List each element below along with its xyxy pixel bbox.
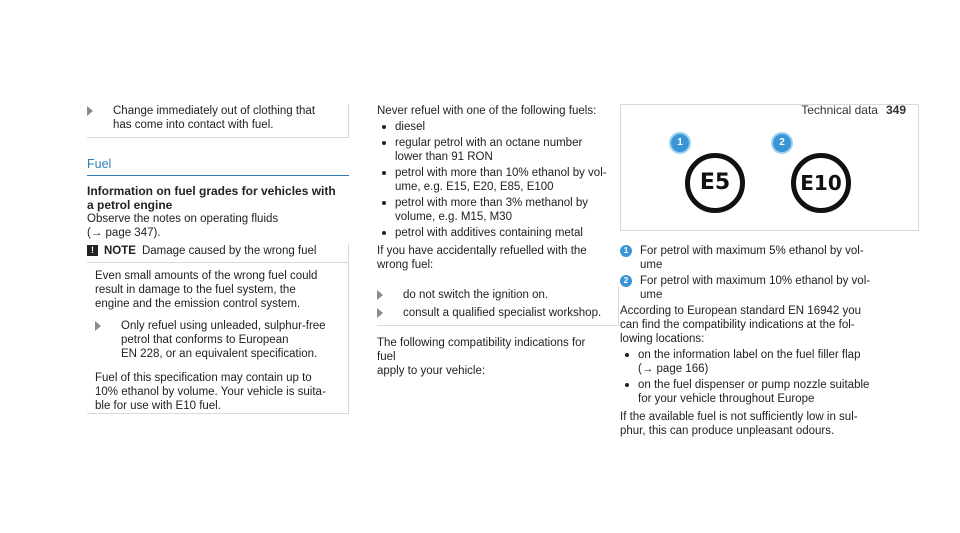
marker-2: 2	[771, 132, 793, 154]
standard-line-2: can find the compatibility indications at the fol-	[620, 319, 855, 331]
list-item: petrol with more than 10% ethanol by vol- ume, e.g. E15, E20, E85, E100	[377, 166, 607, 194]
number-1-icon: 1	[620, 245, 632, 257]
note-instruction-3: EN 228, or an equivalent specification.	[121, 348, 318, 360]
note-footer-2: 10% ethanol by volume. Your vehicle is suita-	[95, 386, 326, 398]
note-instruction-2: petrol that conforms to European	[121, 334, 289, 346]
steps-box-2	[377, 304, 619, 326]
closing-line-1: If the available fuel is not sufficiently low in sul-	[620, 411, 858, 423]
list-item: regular petrol with an octane number lower than 91 RON	[377, 136, 607, 164]
fuel-section	[87, 157, 349, 240]
page-number: 349	[885, 103, 906, 117]
legend-item: 2 For petrol with maximum 10% ethanol by vol- ume	[620, 274, 930, 302]
list-item: petrol with more than 3% methanol by volume, e.g. M15, M30	[377, 196, 607, 224]
section-title: Fuel	[87, 157, 112, 171]
list-item: on the fuel dispenser or pump nozzle suitable for your vehicle throughout Europe	[620, 378, 930, 406]
note-footer-1: Fuel of this specification may contain up to	[95, 372, 312, 384]
clothing-instruction-box	[87, 104, 349, 138]
standard-line-1: According to European standard EN 16942 you	[620, 305, 862, 317]
arrow-icon	[87, 106, 93, 116]
e5-label: E5	[685, 153, 745, 213]
compatibility-intro	[377, 336, 607, 378]
note-box	[87, 244, 349, 414]
arrow-icon	[377, 308, 383, 318]
intro-line-2[interactable]: (→ page 347).	[87, 227, 161, 239]
note-body-2: result in damage to the fuel system, the	[95, 284, 296, 296]
note-title: Damage caused by the wrong fuel	[141, 245, 317, 257]
arrow-icon	[377, 290, 383, 300]
clothing-line-1: Change immediately out of clothing that	[113, 105, 316, 117]
standard-line-3: lowing locations:	[620, 333, 705, 345]
list-item: petrol with additives containing metal	[377, 226, 607, 240]
accident-line-1: If you have accidentally refuelled with the	[377, 245, 587, 257]
compatibility-legend	[620, 244, 930, 438]
location-list	[620, 348, 930, 406]
title-rule	[87, 175, 349, 176]
avoid-intro: Never refuel with one of the following fuels:	[377, 105, 597, 117]
step-1: do not switch the ignition on.	[403, 289, 549, 301]
fuel-label-figure	[620, 104, 919, 231]
marker-1: 1	[669, 132, 691, 154]
accident-line-2: wrong fuel:	[377, 259, 434, 271]
note-label: NOTE	[104, 245, 136, 257]
note-footer-3: ble for use with E10 fuel.	[95, 400, 221, 412]
fuel-list	[377, 120, 607, 240]
note-body-1: Even small amounts of the wrong fuel could	[95, 270, 318, 282]
note-header	[87, 244, 348, 263]
avoid-fuels-section	[377, 104, 607, 272]
e10-label: E10	[791, 153, 851, 213]
arrow-icon	[95, 321, 101, 331]
section-name: Technical data	[801, 103, 878, 117]
subheading-line-1: Information on fuel grades for vehicles with	[87, 184, 336, 198]
compat-line-1: The following compatibility indications for fuel	[377, 337, 586, 363]
number-2-icon: 2	[620, 275, 632, 287]
clothing-line-2: has come into contact with fuel.	[113, 119, 274, 131]
step-2: consult a qualified specialist workshop.	[403, 307, 602, 319]
list-item: diesel	[377, 120, 607, 134]
legend-item: 1 For petrol with maximum 5% ethanol by vol- ume	[620, 244, 930, 272]
note-instruction-1: Only refuel using unleaded, sulphur-free	[121, 320, 326, 332]
compat-line-2: apply to your vehicle:	[377, 365, 486, 377]
note-body-3: engine and the emission control system.	[95, 298, 301, 310]
intro-line-1: Observe the notes on operating fluids	[87, 213, 279, 225]
closing-line-2: phur, this can produce unpleasant odours.	[620, 425, 835, 437]
list-item: on the information label on the fuel filler flap (→ page 166)	[620, 348, 930, 376]
subheading-line-2: a petrol engine	[87, 198, 173, 212]
warning-icon: !	[87, 245, 98, 256]
